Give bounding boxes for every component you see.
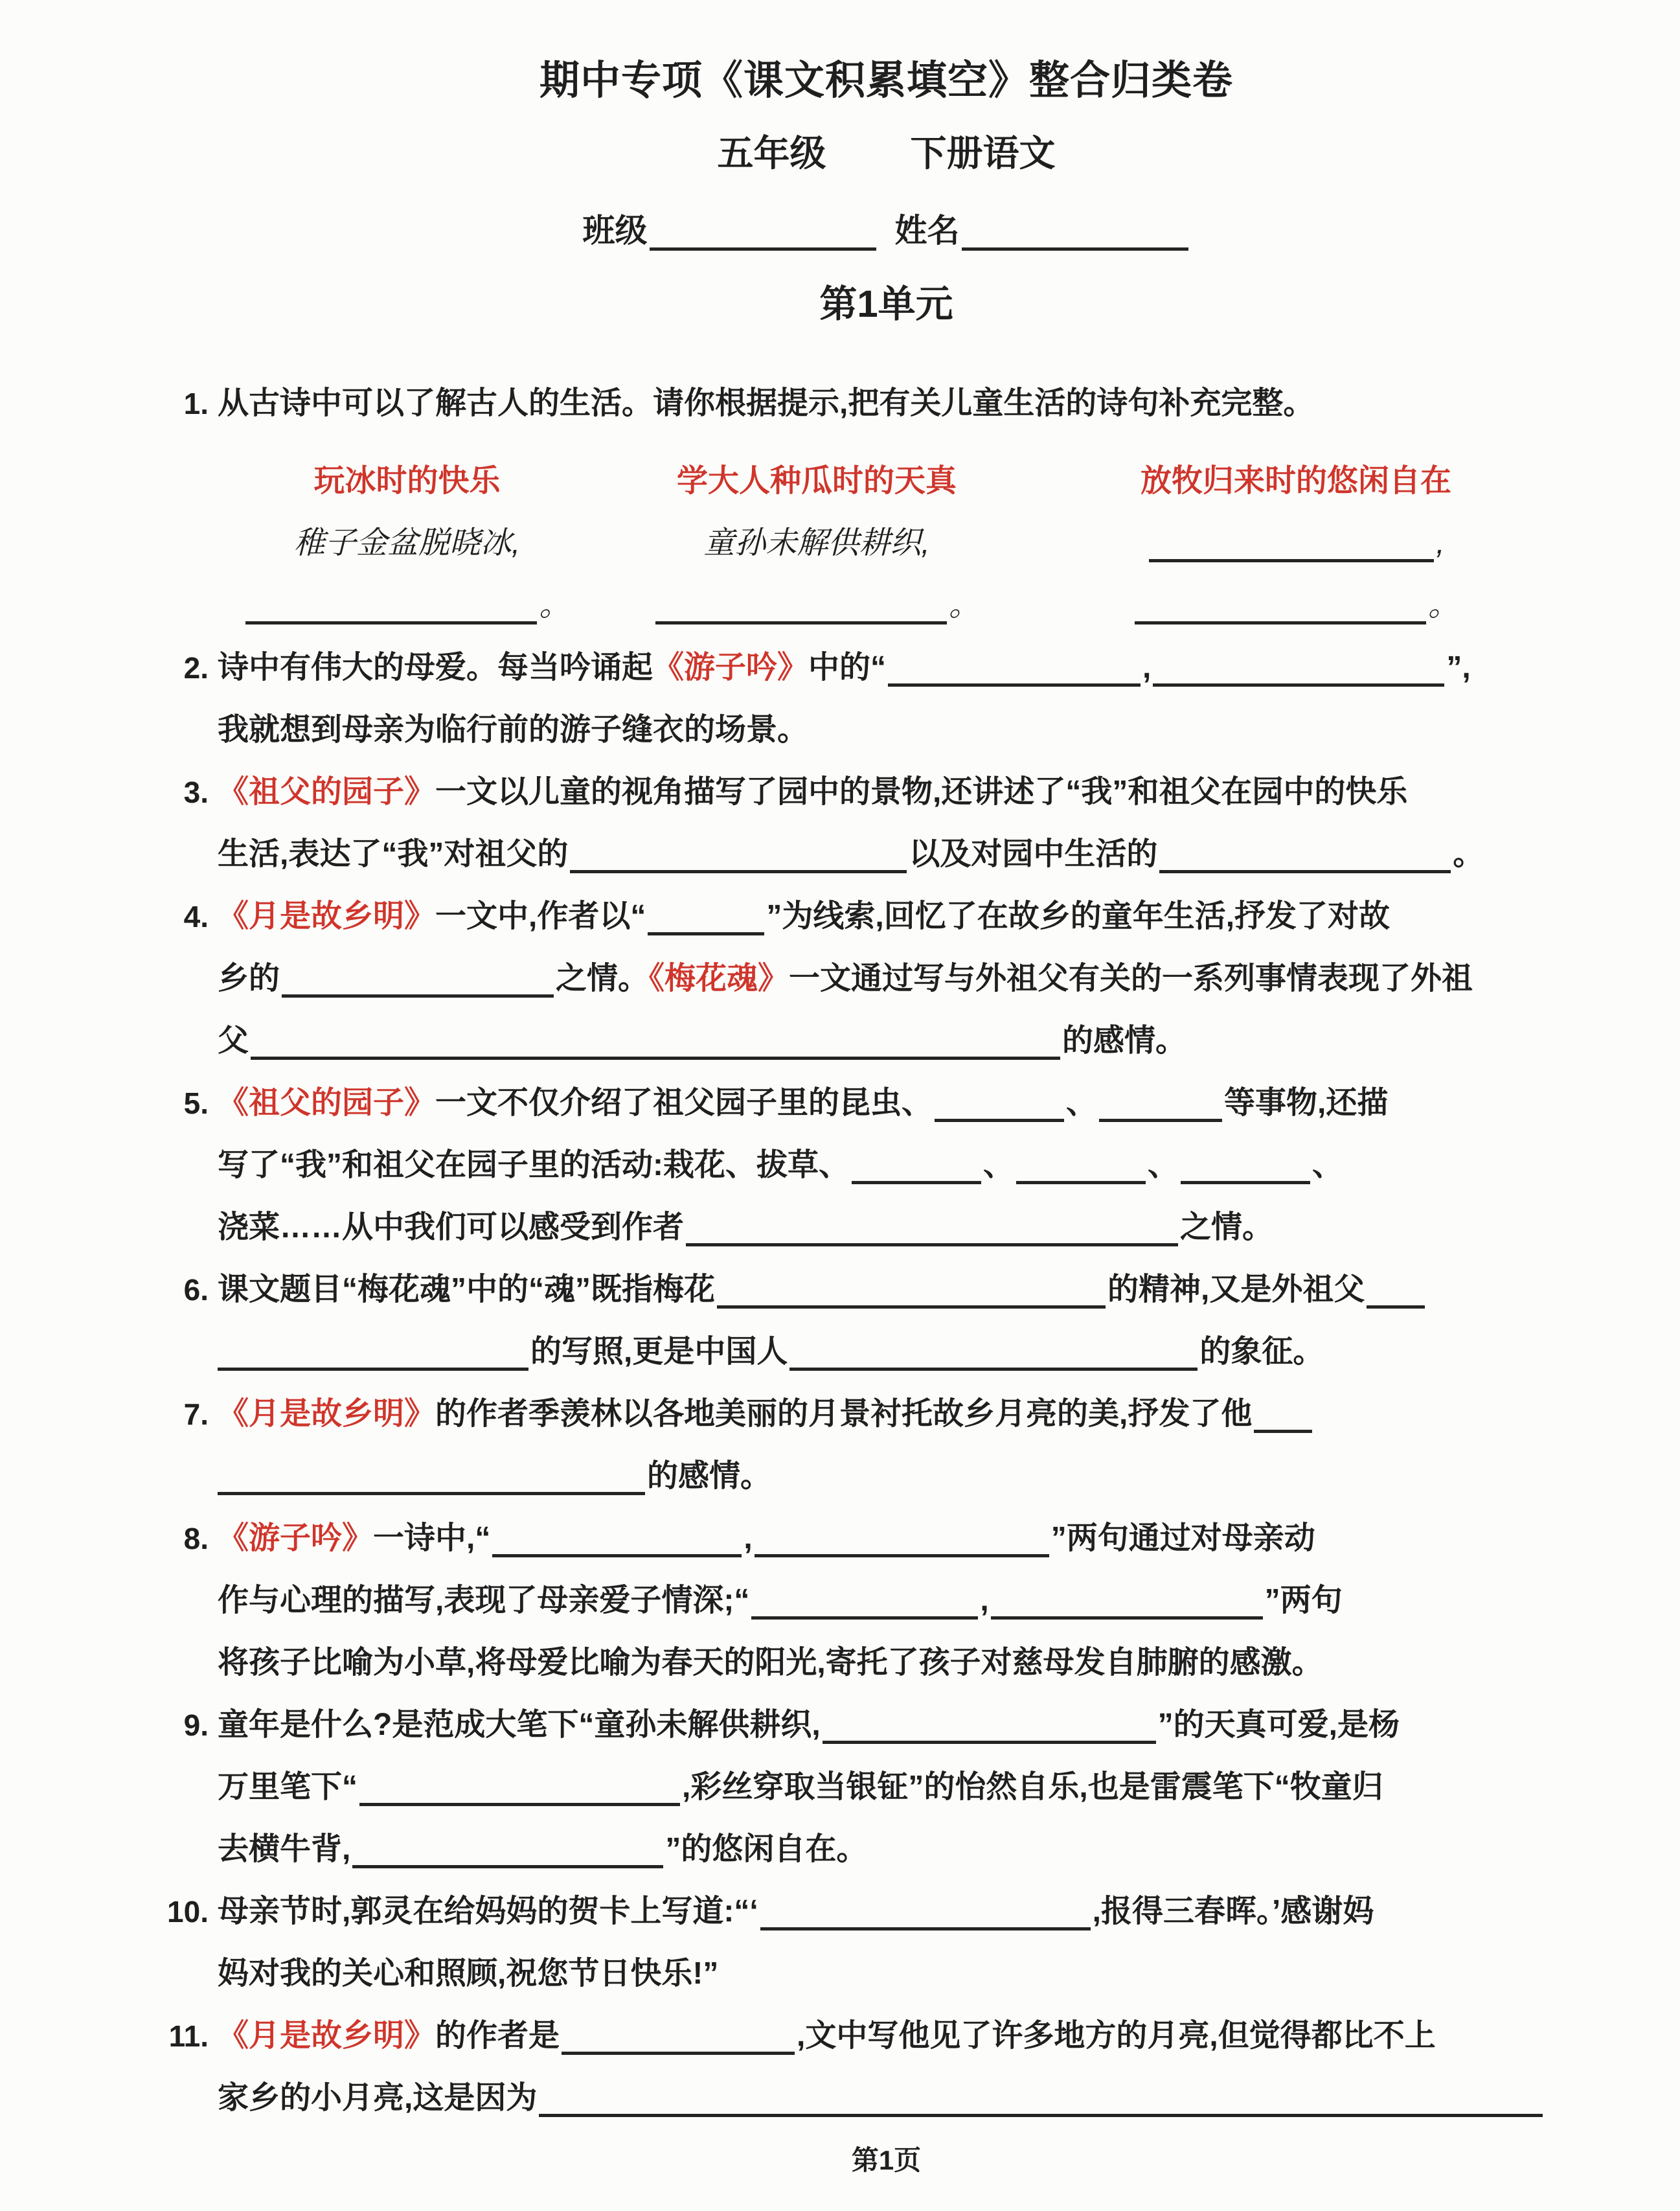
text-line [1037,512,1555,575]
poem-punct: 。 [539,588,571,623]
poem-line: 童孙未解供耕织, [703,526,930,560]
answer-blank [1367,1276,1425,1309]
answer-blank [539,2085,1543,2117]
question-text: ”两句 [1264,1583,1343,1618]
question-text: 妈对我的关心和照顾,祝您节日快乐!” [218,1956,719,1991]
question-text: 的作者季羡林以各地美丽的月景衬托故乡月亮的美,抒发了他 [435,1397,1253,1431]
text-line [218,1818,1555,1881]
text-line [218,1072,1555,1134]
question-text: 生活,表达了“我”对祖父的 [218,837,569,871]
page-header [218,60,1555,326]
text-line [218,1943,1555,2005]
question-8 [183,1507,1555,1694]
question-11 [168,2005,1555,2129]
text-line [218,1570,1555,1632]
answer-blank [359,1774,680,1806]
question-text: 、 [1312,1148,1344,1182]
question-text: 的精神,又是外祖父 [1107,1272,1365,1307]
class-blank [650,218,876,251]
questions-area [167,372,1555,2129]
question-text: ”, [1446,650,1471,685]
answer-blank [218,1463,645,1495]
question-1 [183,372,1555,637]
answer-blank [1016,1152,1146,1184]
question-text: 诗中有伟大的母爱。每当吟诵起 [218,650,653,685]
question-6 [183,1259,1555,1383]
answer-blank [245,592,537,624]
question-text: 我就想到母亲为临行前的游子缝衣的场景。 [218,713,809,747]
page-number: 第1页 [851,2145,922,2175]
text-line [218,823,1555,886]
answer-blank [717,1276,1106,1309]
text-line [218,1445,1555,1507]
text-line [218,886,1555,948]
text-line [218,1010,1555,1072]
text-line [596,512,1037,575]
text-line [218,1383,1555,1445]
question-number: 8. [183,1522,209,1555]
q1-answer-columns [218,450,1555,637]
answer-blank [888,654,1141,687]
question-text: 的作者是 [435,2019,560,2053]
answer-blank [1159,841,1451,873]
book-title: 《游子吟》 [653,650,809,685]
question-number: 3. [183,775,209,809]
question-number: 5. [183,1086,209,1120]
question-text: 等事物,还描 [1224,1086,1389,1120]
text-line [218,372,1555,435]
question-text: ”的天真可爱,是杨 [1157,1708,1400,1742]
text-line [1037,450,1555,512]
class-name-line [218,211,1555,251]
text-line [218,2005,1555,2067]
answer-blank [686,1214,1178,1246]
question-text: 、 [983,1148,1015,1182]
question-number: 9. [183,1708,209,1742]
q1-column-3 [1037,450,1555,637]
question-text: 一文不仅介绍了祖父园子里的昆虫、 [435,1086,933,1120]
text-line [218,512,596,575]
question-text: 将孩子比喻为小草,将母爱比喻为春天的阳光,寄托了孩子对慈母发自肺腑的感激。 [218,1645,1323,1680]
text-line [218,450,596,512]
question-5 [183,1072,1555,1259]
question-text: 一文以儿童的视角描写了园中的景物,还讲述了“我”和祖父在园中的快乐 [435,775,1408,809]
text-line [218,1197,1555,1259]
text-line [218,575,596,637]
question-text: 课文题目“梅花魂”中的“魂”既指梅花 [218,1272,716,1307]
text-line [218,1321,1555,1383]
question-number: 2. [183,651,209,685]
answer-blank [760,1898,1091,1930]
question-2 [183,637,1555,761]
question-text: 之情。 [556,961,650,996]
answer-blank [823,1712,1156,1744]
answer-blank [655,592,947,624]
answer-blank [352,1836,663,1868]
answer-blank [1149,530,1434,562]
question-text: 从古诗中可以了解古人的生活。请你根据提示,把有关儿童生活的诗句补充完整。 [218,386,1315,420]
question-text: 、 [1148,1148,1179,1182]
q1-column-1 [218,450,596,637]
question-text: 一文中,作者以“ [435,899,646,934]
page-title: 期中专项《课文积累填空》整合归类卷 [539,58,1233,103]
question-text: 去横牛背, [218,1832,351,1866]
answer-blank [789,1338,1198,1371]
book-title: 《梅花魂》 [649,961,789,996]
answer-blank [755,1525,1049,1557]
text-line [218,1259,1555,1321]
question-7 [183,1383,1555,1507]
text-line [218,761,1555,823]
page-footer [218,2145,1555,2176]
answer-blank [1153,654,1444,687]
answer-blank [1254,1401,1312,1433]
question-text: 以及对园中生活的 [909,837,1158,871]
name-label: 姓名 [894,212,960,249]
answer-blank [282,965,554,998]
q1-column-2 [596,450,1037,637]
column-header: 放牧归来时的悠闲自在 [1140,464,1451,498]
question-10 [167,1881,1555,2005]
question-text: ,报得三春晖。’感谢妈 [1092,1894,1374,1929]
question-number: 10. [167,1895,209,1929]
question-text: ”两句通过对母亲动 [1050,1521,1315,1555]
column-header: 玩冰时的快乐 [313,464,501,498]
question-text: , [1142,650,1152,685]
question-text: ”的悠闲自在。 [665,1832,868,1866]
question-text: 中的“ [808,650,887,685]
book-title: 《月是故乡明》 [218,2019,436,2053]
question-text: 乡的 [218,961,280,996]
text-line [596,575,1037,637]
question-text: 父 [218,1024,249,1058]
question-text: ”为线索,回忆了在故乡的童年生活,抒发了对故 [766,899,1391,934]
question-text: 的感情。 [647,1459,772,1493]
question-text: 母亲节时,郭灵在给妈妈的贺卡上写道:“‘ [218,1894,758,1929]
grade-label: 五年级 [717,133,826,174]
question-text: 作与心理的描写,表现了母亲爱子情深;“ [218,1583,750,1618]
question-text: ,彩丝穿取当银钲”的怡然自乐,也是雷震笔下“牧童归 [682,1770,1383,1804]
book-title: 《祖父的园子》 [218,1086,436,1120]
text-line [596,450,1037,512]
text-line [218,1507,1555,1570]
question-text: 一诗中,“ [373,1521,491,1555]
question-number: 4. [183,900,209,934]
question-number: 7. [183,1397,209,1431]
answer-blank [852,1152,981,1184]
question-4 [183,886,1555,1072]
question-text: 的写照,更是中国人 [530,1335,788,1369]
grade-subject-line [218,132,1555,175]
poem-punct: 。 [948,588,980,623]
question-text: 的感情。 [1062,1024,1187,1058]
class-label: 班级 [582,212,648,249]
question-text: 家乡的小月亮,这是因为 [218,2081,538,2115]
answer-blank [751,1587,978,1620]
poem-line: 稚子金盆脱晓冰, [293,526,521,560]
text-line [1037,575,1555,637]
answer-blank [251,1027,1060,1060]
book-title: 《月是故乡明》 [218,1397,436,1431]
question-text: 童年是什么?是范成大笔下“童孙未解供耕织, [218,1708,821,1742]
poem-punct: 。 [1427,588,1459,623]
answer-blank [570,841,907,873]
text-line [218,637,1555,699]
book-title: 《祖父的园子》 [218,775,436,809]
answer-blank [218,1338,528,1371]
book-title: 《月是故乡明》 [218,899,436,934]
poem-punct: , [1436,526,1445,560]
subject-label: 下册语文 [910,133,1056,174]
answer-blank [648,903,764,935]
question-text: 写了“我”和祖父在园子里的活动:栽花、拔草、 [218,1148,850,1182]
question-text: 万里笔下“ [218,1770,358,1804]
question-text: ,文中写他见了许多地方的月亮,但觉得都比不上 [797,2019,1436,2053]
text-line [218,1134,1555,1197]
section-title: 第1单元 [819,283,953,325]
question-3 [183,761,1555,886]
question-text: 浇菜……从中我们可以感受到作者 [218,1210,685,1244]
question-text: , [744,1521,753,1555]
question-number: 1. [183,387,209,420]
text-line [218,1756,1555,1818]
answer-blank [1099,1090,1222,1122]
question-text: 的象征。 [1199,1335,1324,1369]
question-text: 一文通过写与外祖父有关的一系列事情表现了外祖 [789,961,1473,996]
text-line [218,1632,1555,1694]
question-number: 11. [168,2019,209,2053]
text-line [218,1881,1555,1943]
question-text: , [980,1583,989,1618]
question-text: 之情。 [1180,1210,1274,1244]
answer-blank [492,1525,742,1557]
answer-blank [991,1587,1263,1620]
question-number: 6. [183,1273,209,1307]
answer-blank [1181,1152,1310,1184]
question-9 [183,1694,1555,1881]
book-title: 《游子吟》 [218,1521,374,1555]
answer-blank [562,2022,795,2055]
text-line [218,948,1555,1010]
question-text: 、 [1066,1086,1098,1120]
answer-blank [935,1090,1064,1122]
name-blank [962,218,1188,251]
text-line [218,2067,1555,2129]
column-header: 学大人种瓜时的天真 [676,464,957,498]
text-line [218,1694,1555,1756]
question-text: 。 [1453,837,1484,871]
text-line [218,699,1555,761]
answer-blank [1135,592,1426,624]
